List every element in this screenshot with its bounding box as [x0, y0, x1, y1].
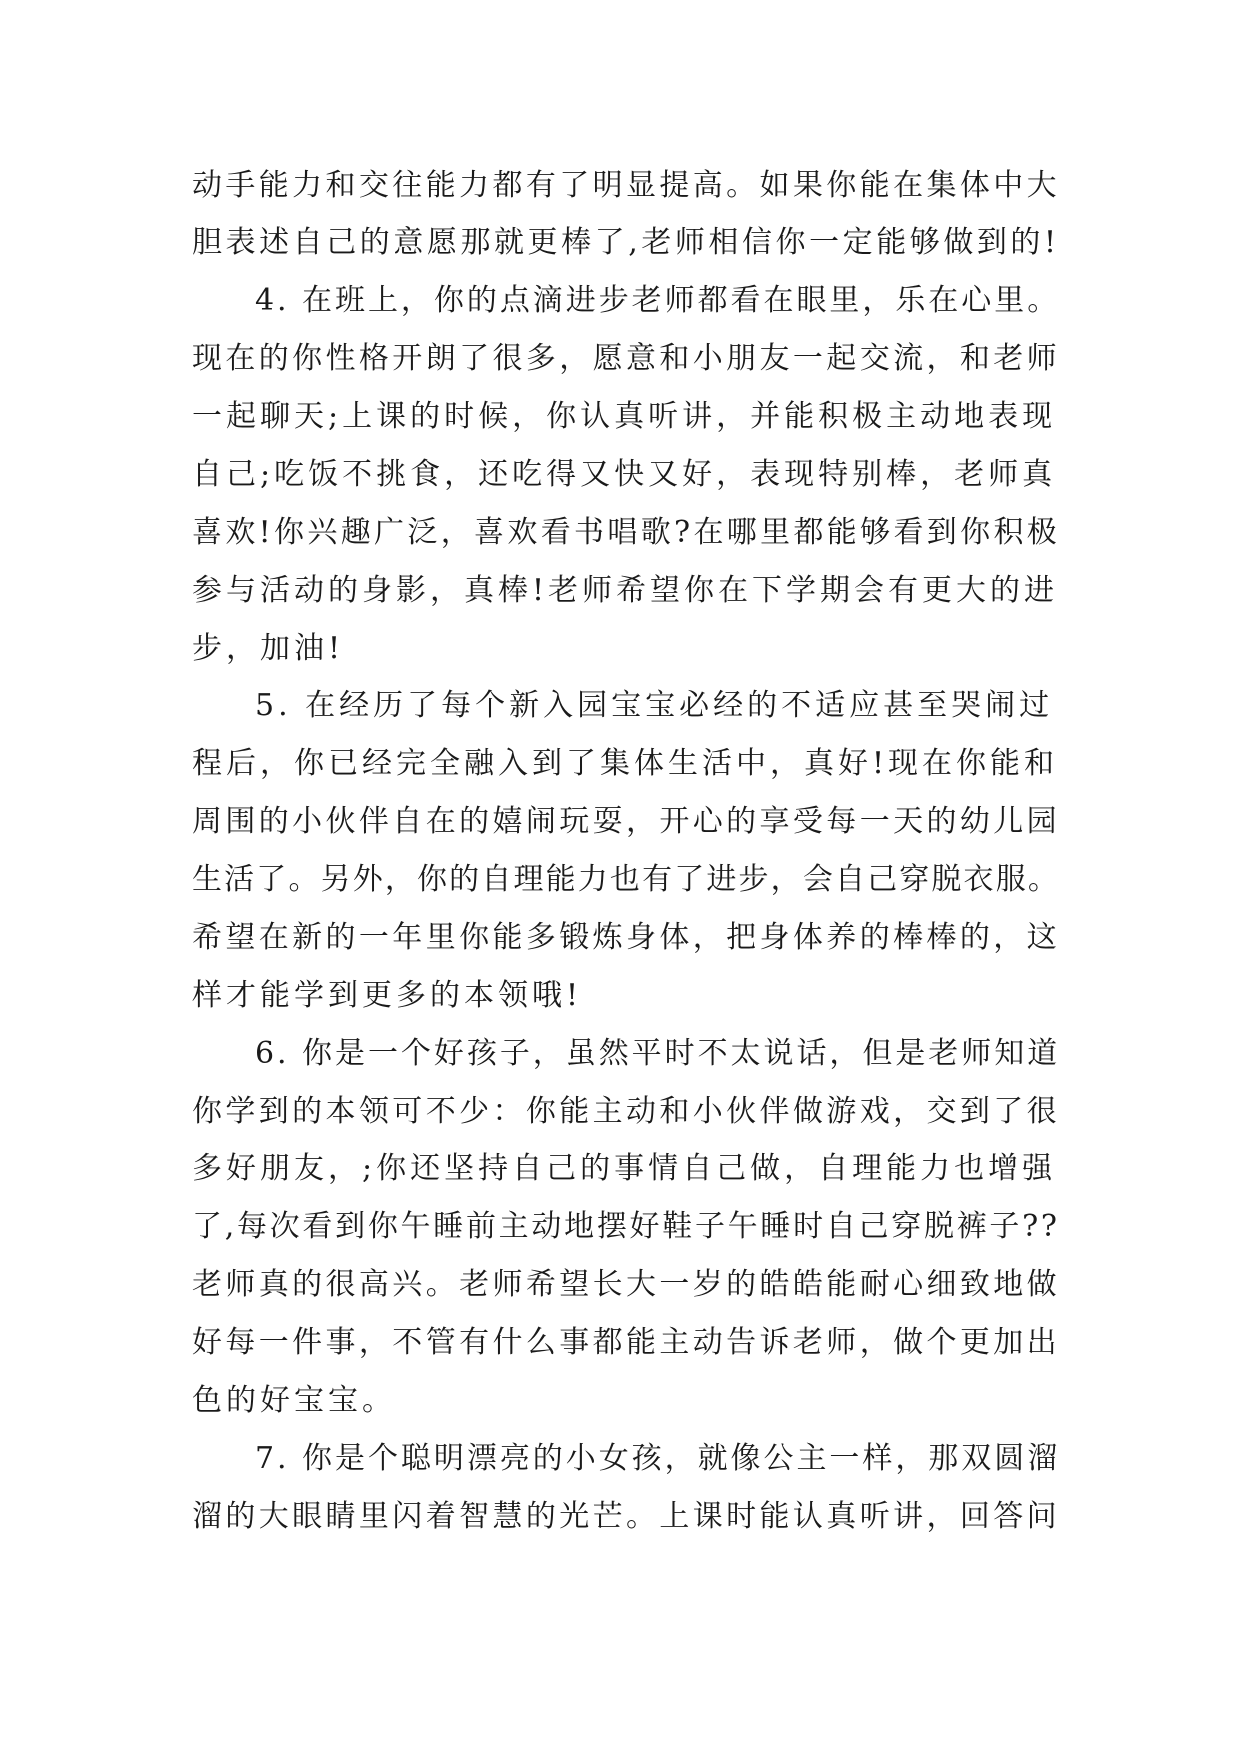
text-line: 样才能学到更多的本领哦! [192, 978, 583, 1013]
text-line: 一起聊天;上课的时候，你认真听讲，并能积极主动地表现 [192, 399, 1057, 434]
text-line: 动手能力和交往能力都有了明显提高。如果你能在集体中大 [192, 168, 1060, 203]
text-line: 步，加油! [192, 631, 345, 666]
text-line: 6. 你是一个好孩子，虽然平时不太说话，但是老师知道 [255, 1036, 1061, 1071]
text-line: 色的好宝宝。 [192, 1383, 396, 1418]
text-line: 自己;吃饭不挑食，还吃得又快又好，表现特别棒，老师真 [192, 457, 1057, 492]
text-line: 希望在新的一年里你能多锻炼身体，把身体养的棒棒的，这 [192, 920, 1060, 955]
text-line: 老师真的很高兴。老师希望长大一岁的皓皓能耐心细致地做 [192, 1267, 1060, 1302]
text-line: 了,每次看到你午睡前主动地摆好鞋子午睡时自己穿脱裤子?? [192, 1209, 1060, 1244]
text-line: 7. 你是个聪明漂亮的小女孩，就像公主一样，那双圆溜 [255, 1441, 1061, 1476]
text-line: 周围的小伙伴自在的嬉闹玩耍，开心的享受每一天的幼儿园 [192, 804, 1060, 839]
text-line: 喜欢!你兴趣广泛，喜欢看书唱歌?在哪里都能够看到你积极 [192, 515, 1061, 550]
text-line: 4. 在班上，你的点滴进步老师都看在眼里，乐在心里。 [255, 283, 1061, 318]
text-line: 参与活动的身影，真棒!老师希望你在下学期会有更大的进 [192, 573, 1059, 608]
text-line: 现在的你性格开朗了很多，愿意和小朋友一起交流，和老师 [192, 341, 1060, 376]
text-line: 你学到的本领可不少：你能主动和小伙伴做游戏，交到了很 [192, 1094, 1060, 1129]
text-line: 生活了。另外，你的自理能力也有了进步，会自己穿脱衣服。 [192, 862, 1060, 897]
text-line: 多好朋友，;你还坚持自己的事情自己做，自理能力也增强 [192, 1151, 1057, 1186]
text-line: 5. 在经历了每个新入园宝宝必经的不适应甚至哭闹过 [255, 688, 1054, 723]
text-line: 胆表述自己的意愿那就更棒了,老师相信你一定能够做到的! [192, 225, 1060, 260]
text-line: 溜的大眼睛里闪着智慧的光芒。上课时能认真听讲，回答问 [192, 1499, 1060, 1534]
text-line: 好每一件事，不管有什么事都能主动告诉老师，做个更加出 [192, 1325, 1060, 1360]
text-line: 程后，你已经完全融入到了集体生活中，真好!现在你能和 [192, 746, 1059, 781]
